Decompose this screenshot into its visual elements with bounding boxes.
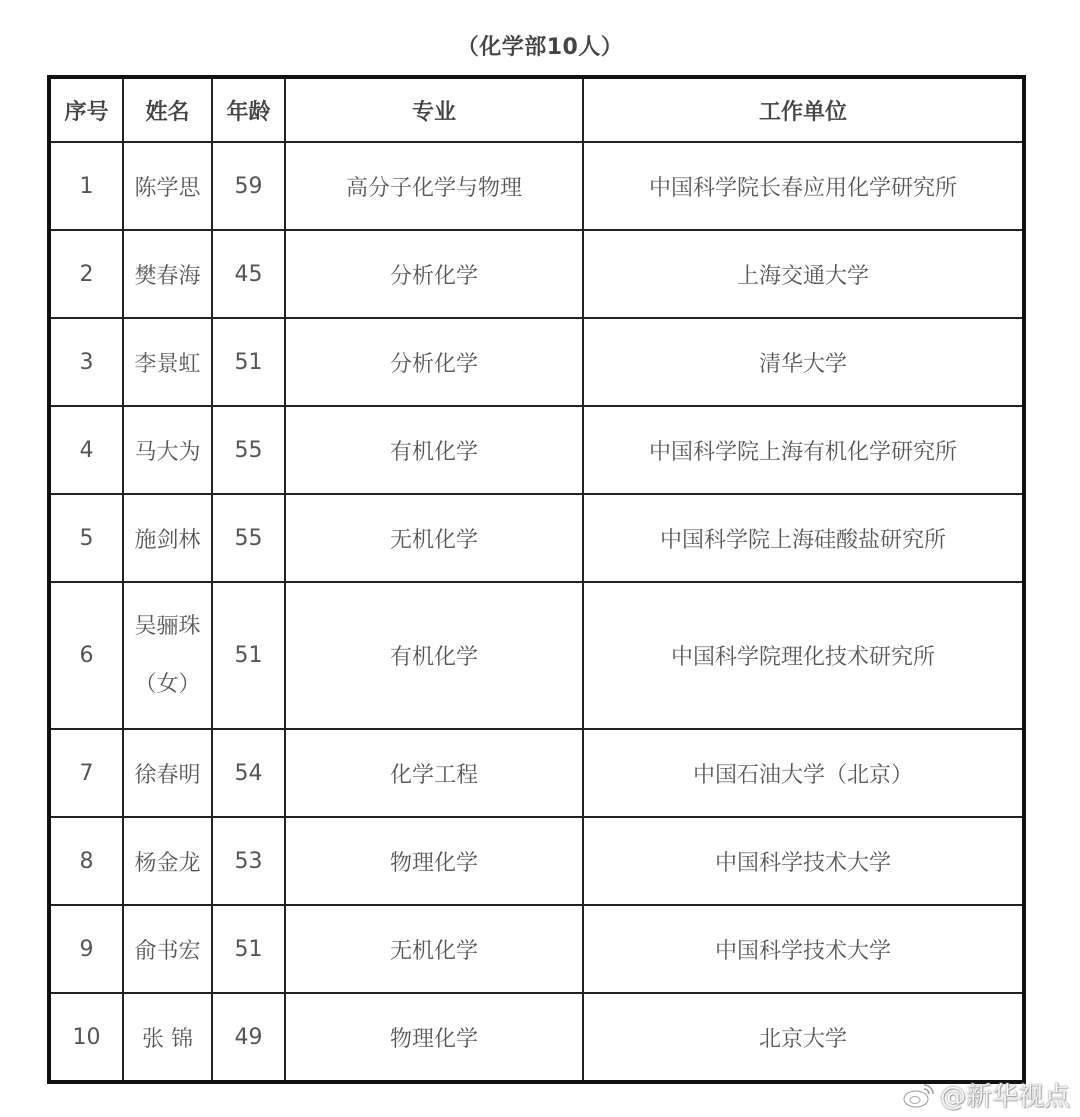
cell-major: 化学工程 bbox=[285, 729, 583, 817]
name-note: （女） bbox=[134, 671, 201, 697]
weibo-icon bbox=[902, 1081, 936, 1109]
cell-name: 张 锦 bbox=[123, 993, 212, 1082]
cell-unit: 中国科学院上海有机化学研究所 bbox=[583, 406, 1024, 494]
cell-index: 9 bbox=[49, 905, 123, 993]
cell-name: 陈学思 bbox=[123, 142, 212, 230]
table-caption: （化学部10人） bbox=[456, 35, 624, 60]
cell-age: 51 bbox=[212, 318, 285, 406]
cell-index: 7 bbox=[49, 729, 123, 817]
table-row bbox=[49, 729, 1024, 817]
cell-major: 有机化学 bbox=[285, 582, 583, 729]
cell-age: 55 bbox=[212, 494, 285, 582]
cell-name: 徐春明 bbox=[123, 729, 212, 817]
header-name: 姓名 bbox=[123, 77, 212, 142]
cell-age: 54 bbox=[212, 729, 285, 817]
cell-name: 俞书宏 bbox=[123, 905, 212, 993]
cell-unit: 中国科学院上海硅酸盐研究所 bbox=[583, 494, 1024, 582]
table-row bbox=[49, 318, 1024, 406]
table-row bbox=[49, 817, 1024, 905]
cell-unit: 中国科学院理化技术研究所 bbox=[583, 582, 1024, 729]
cell-unit: 北京大学 bbox=[583, 993, 1024, 1082]
table-row bbox=[49, 142, 1024, 230]
table-row bbox=[49, 993, 1024, 1082]
cell-index: 8 bbox=[49, 817, 123, 905]
cell-age: 45 bbox=[212, 230, 285, 318]
table-row bbox=[49, 406, 1024, 494]
academician-table bbox=[47, 75, 1026, 1084]
watermark-text: @新华视点 bbox=[939, 1082, 1070, 1112]
cell-index: 3 bbox=[49, 318, 123, 406]
cell-unit: 中国科学技术大学 bbox=[583, 905, 1024, 993]
cell-name: 李景虹 bbox=[123, 318, 212, 406]
header-row bbox=[49, 77, 1024, 142]
cell-name bbox=[123, 582, 212, 729]
cell-name: 马大为 bbox=[123, 406, 212, 494]
cell-index: 1 bbox=[49, 142, 123, 230]
cell-major: 无机化学 bbox=[285, 494, 583, 582]
cell-index: 2 bbox=[49, 230, 123, 318]
cell-major: 分析化学 bbox=[285, 230, 583, 318]
cell-index: 4 bbox=[49, 406, 123, 494]
header-major: 专业 bbox=[285, 77, 583, 142]
cell-major: 无机化学 bbox=[285, 905, 583, 993]
cell-age: 59 bbox=[212, 142, 285, 230]
cell-major: 物理化学 bbox=[285, 817, 583, 905]
cell-unit: 中国石油大学（北京） bbox=[583, 729, 1024, 817]
cell-major: 物理化学 bbox=[285, 993, 583, 1082]
cell-age: 49 bbox=[212, 993, 285, 1082]
cell-unit: 中国科学院长春应用化学研究所 bbox=[583, 142, 1024, 230]
cell-age: 53 bbox=[212, 817, 285, 905]
cell-age: 51 bbox=[212, 582, 285, 729]
cell-index: 10 bbox=[49, 993, 123, 1082]
cell-major: 有机化学 bbox=[285, 406, 583, 494]
cell-major: 高分子化学与物理 bbox=[285, 142, 583, 230]
cell-age: 55 bbox=[212, 406, 285, 494]
cell-name: 樊春海 bbox=[123, 230, 212, 318]
cell-name: 施剑林 bbox=[123, 494, 212, 582]
header-unit: 工作单位 bbox=[583, 77, 1024, 142]
table-row bbox=[49, 582, 1024, 729]
table-row bbox=[49, 230, 1024, 318]
header-age: 年龄 bbox=[212, 77, 285, 142]
table-row bbox=[49, 494, 1024, 582]
cell-index: 5 bbox=[49, 494, 123, 582]
cell-major: 分析化学 bbox=[285, 318, 583, 406]
watermark bbox=[902, 1076, 1070, 1113]
table-row bbox=[49, 905, 1024, 993]
cell-unit: 上海交通大学 bbox=[583, 230, 1024, 318]
cell-age: 51 bbox=[212, 905, 285, 993]
name-text: 吴骊珠 bbox=[134, 613, 201, 639]
cell-unit: 中国科学技术大学 bbox=[583, 817, 1024, 905]
cell-name: 杨金龙 bbox=[123, 817, 212, 905]
header-index: 序号 bbox=[49, 77, 123, 142]
cell-index: 6 bbox=[49, 582, 123, 729]
cell-unit: 清华大学 bbox=[583, 318, 1024, 406]
